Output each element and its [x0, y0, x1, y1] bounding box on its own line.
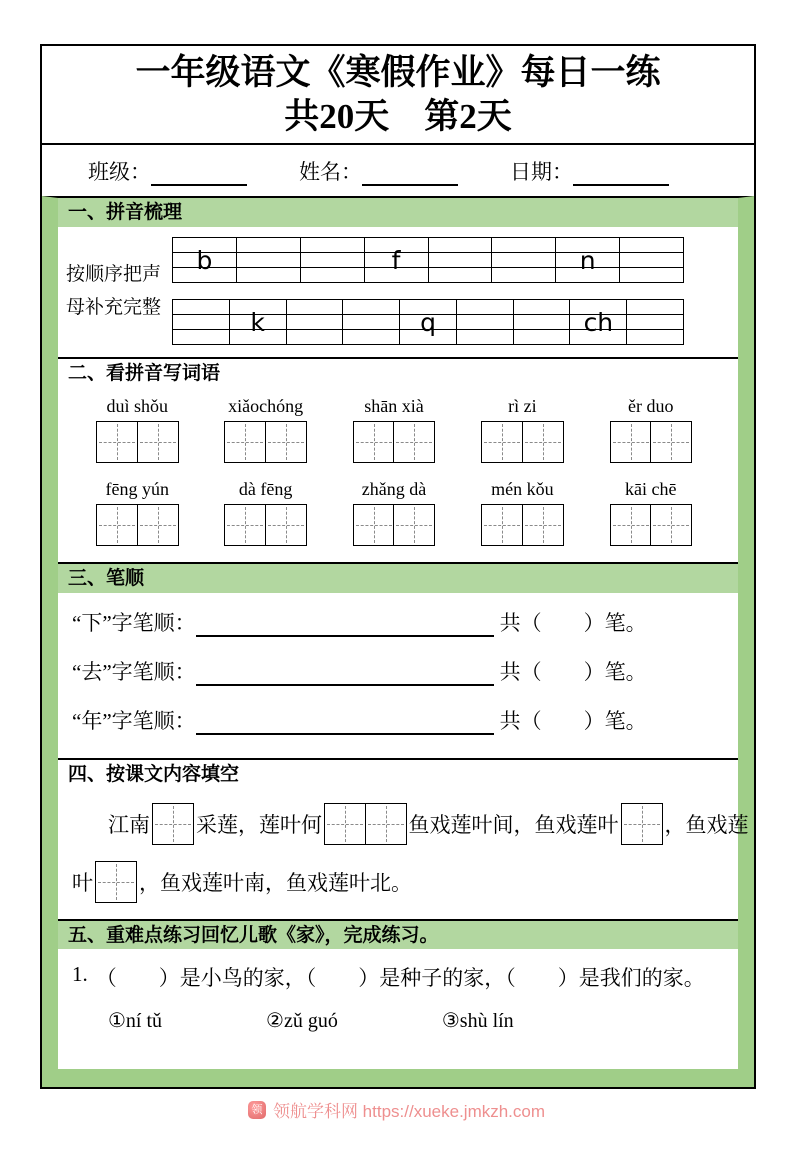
stroke-order-area — [58, 593, 738, 758]
fill-box-pair — [324, 803, 407, 845]
fill-box — [95, 861, 137, 903]
word-group — [610, 396, 693, 463]
pinyin-cell-blank[interactable] — [620, 238, 683, 282]
fill-text: ，鱼戏莲 — [664, 812, 749, 837]
pinyin-letter: f — [391, 245, 401, 275]
hanzi-writing-box[interactable] — [96, 504, 138, 546]
hanzi-writing-box[interactable] — [621, 803, 663, 845]
writing-box-pair — [224, 504, 307, 546]
hanzi-writing-box[interactable] — [610, 504, 652, 546]
word-group — [96, 479, 179, 546]
fill-text: 江南 — [108, 812, 150, 837]
writing-box-pair — [481, 421, 564, 463]
worksheet-sheet — [40, 44, 756, 1089]
hanzi-writing-box[interactable] — [324, 803, 366, 845]
date-label: 日期： — [510, 160, 573, 185]
site-logo-icon: 领 — [248, 1101, 266, 1119]
pinyin-cell-blank[interactable] — [173, 300, 230, 344]
section2-header: 二、看拼音写词语 — [68, 363, 221, 385]
date-input-blank[interactable] — [573, 162, 669, 186]
hanzi-writing-box[interactable] — [96, 421, 138, 463]
answer-option: ③shù lín — [441, 1010, 514, 1033]
hanzi-writing-box[interactable] — [265, 421, 307, 463]
word-group — [96, 396, 179, 463]
pinyin-label: shān xià — [364, 395, 424, 416]
student-info-row — [42, 145, 754, 196]
date-field — [510, 156, 669, 186]
section4-header: 四、按课文内容填空 — [68, 763, 240, 785]
name-input-blank[interactable] — [362, 162, 458, 186]
pinyin-label: duì shǒu — [106, 395, 168, 416]
instruction-line-1: 按顺序把声 — [66, 263, 162, 285]
stroke-answer-blank[interactable] — [196, 611, 494, 637]
pinyin-letter: k — [250, 307, 265, 337]
pinyin-cell-blank[interactable] — [514, 300, 571, 344]
fill-text: 采莲，莲叶何 — [196, 812, 322, 837]
hanzi-writing-box[interactable] — [265, 504, 307, 546]
worksheet-body — [42, 196, 754, 1087]
writing-box-pair — [96, 421, 179, 463]
fill-box — [621, 803, 663, 845]
pinyin-label: fēng yún — [105, 478, 169, 499]
word-writing-area — [58, 388, 738, 562]
hanzi-writing-box[interactable] — [481, 421, 523, 463]
pinyin-cell-blank[interactable] — [287, 300, 344, 344]
word-group — [481, 479, 564, 546]
question-text: （ ）是小鸟的家，（ ）是种子的家，（ ）是我们的家。 — [95, 966, 705, 991]
pinyin-cell-filled — [400, 300, 457, 344]
name-label: 姓名： — [299, 160, 362, 185]
section-key-practice — [58, 919, 738, 1070]
section-stroke-order — [58, 562, 738, 758]
word-row — [96, 396, 692, 463]
fill-text: 叶 — [72, 870, 93, 895]
pinyin-cell-blank[interactable] — [429, 238, 493, 282]
pinyin-cell-filled — [570, 300, 627, 344]
hanzi-writing-box[interactable] — [522, 504, 564, 546]
pinyin-cell-blank[interactable] — [237, 238, 301, 282]
pinyin-cell-filled — [173, 238, 237, 282]
hanzi-writing-box[interactable] — [224, 421, 266, 463]
pinyin-label: zhǎng dà — [361, 478, 427, 499]
section5-header: 五、重难点练习回忆儿歌《家》，完成练习。 — [58, 921, 738, 950]
initials-grid-row1 — [172, 237, 684, 283]
writing-box-pair — [96, 504, 179, 546]
hanzi-writing-box[interactable] — [95, 861, 137, 903]
name-field — [299, 156, 458, 186]
class-label: 班级： — [88, 160, 151, 185]
key-practice-area — [58, 949, 738, 1069]
class-field — [88, 156, 247, 186]
fill-text: ，鱼戏莲叶南，鱼戏莲叶北。 — [139, 870, 412, 895]
stroke-count-suffix: 共（ ）笔。 — [499, 610, 647, 635]
section1-instruction — [66, 258, 172, 325]
word-group — [353, 479, 436, 546]
fill-text: 鱼戏莲叶间，鱼戏莲叶 — [408, 812, 619, 837]
stroke-order-line — [72, 705, 738, 735]
fill-line — [72, 797, 749, 851]
title-block — [42, 46, 754, 145]
pinyin-label: kāi chē — [625, 478, 677, 499]
stroke-order-line — [72, 607, 738, 637]
word-row — [96, 479, 692, 546]
hanzi-writing-box[interactable] — [393, 504, 435, 546]
section1-body — [58, 227, 738, 357]
writing-box-pair — [481, 504, 564, 546]
question-line — [72, 962, 728, 992]
word-group — [224, 479, 307, 546]
fill-blanks-area — [58, 789, 749, 919]
hanzi-writing-box[interactable] — [137, 504, 179, 546]
hanzi-writing-box[interactable] — [137, 421, 179, 463]
worksheet-subtitle: 共20天 第2天 — [284, 97, 512, 137]
pinyin-cell-blank[interactable] — [627, 300, 683, 344]
writing-box-pair — [610, 421, 693, 463]
site-footer — [0, 1097, 793, 1122]
stroke-label: “去”字笔顺： — [72, 659, 196, 684]
section3-header: 三、笔顺 — [58, 564, 738, 593]
class-input-blank[interactable] — [151, 162, 247, 186]
initials-grid-row2 — [172, 299, 684, 345]
word-group — [610, 479, 693, 546]
pinyin-letter: b — [196, 245, 213, 275]
section-pinyin-to-words — [58, 357, 738, 562]
pinyin-cell-blank[interactable] — [492, 238, 556, 282]
pinyin-label: xiǎochóng — [228, 395, 304, 416]
stroke-label: “下”字笔顺： — [72, 610, 196, 635]
writing-box-pair — [610, 504, 693, 546]
instruction-line-2: 母补充完整 — [66, 297, 162, 319]
hanzi-writing-box[interactable] — [353, 504, 395, 546]
site-footer-text: 领航学科网 https://xueke.jmkzh.com — [272, 1102, 546, 1122]
word-group — [224, 396, 307, 463]
initials-grids — [172, 237, 684, 345]
pinyin-cell-blank[interactable] — [343, 300, 400, 344]
writing-box-pair — [224, 421, 307, 463]
pinyin-letter: n — [579, 245, 596, 275]
stroke-count-suffix: 共（ ）笔。 — [499, 659, 647, 684]
answer-option: ②zǔ guó — [266, 1010, 338, 1033]
question-number: 1. — [72, 962, 88, 987]
worksheet-title: 一年级语文《寒假作业》每日一练 — [135, 53, 661, 92]
hanzi-writing-box[interactable] — [481, 504, 523, 546]
hanzi-writing-box[interactable] — [610, 421, 652, 463]
pinyin-letter: ch — [583, 307, 614, 337]
fill-box — [152, 803, 194, 845]
stroke-answer-blank[interactable] — [196, 709, 494, 735]
stroke-order-line — [72, 656, 738, 686]
pinyin-cell-blank[interactable] — [301, 238, 365, 282]
word-group — [353, 396, 436, 463]
fill-line — [72, 855, 726, 909]
answer-option: ①ní tǔ — [108, 1010, 163, 1033]
writing-box-pair — [353, 421, 436, 463]
hanzi-writing-box[interactable] — [522, 421, 564, 463]
word-group — [481, 396, 564, 463]
section-fill-blanks — [58, 758, 749, 919]
hanzi-writing-box[interactable] — [224, 504, 266, 546]
writing-box-pair — [353, 504, 436, 546]
pinyin-label: mén kǒu — [491, 478, 554, 499]
answer-options-row — [108, 1008, 728, 1033]
stroke-label: “年”字笔顺： — [72, 708, 196, 733]
hanzi-writing-box[interactable] — [353, 421, 395, 463]
section-pinyin-review — [58, 198, 738, 357]
hanzi-writing-box[interactable] — [393, 421, 435, 463]
pinyin-cell-filled — [365, 238, 429, 282]
stroke-count-suffix: 共（ ）笔。 — [499, 708, 647, 733]
pinyin-cell-blank[interactable] — [457, 300, 514, 344]
section1-header: 一、拼音梳理 — [58, 198, 738, 227]
pinyin-cell-filled — [556, 238, 620, 282]
hanzi-writing-box[interactable] — [650, 504, 692, 546]
hanzi-writing-box[interactable] — [152, 803, 194, 845]
pinyin-label: dà fēng — [238, 478, 293, 499]
hanzi-writing-box[interactable] — [650, 421, 692, 463]
pinyin-letter: q — [420, 307, 436, 337]
pinyin-label: rì zi — [508, 395, 537, 416]
stroke-answer-blank[interactable] — [196, 660, 494, 686]
hanzi-writing-box[interactable] — [365, 803, 407, 845]
pinyin-label: ěr duo — [628, 395, 674, 416]
pinyin-cell-filled — [230, 300, 287, 344]
